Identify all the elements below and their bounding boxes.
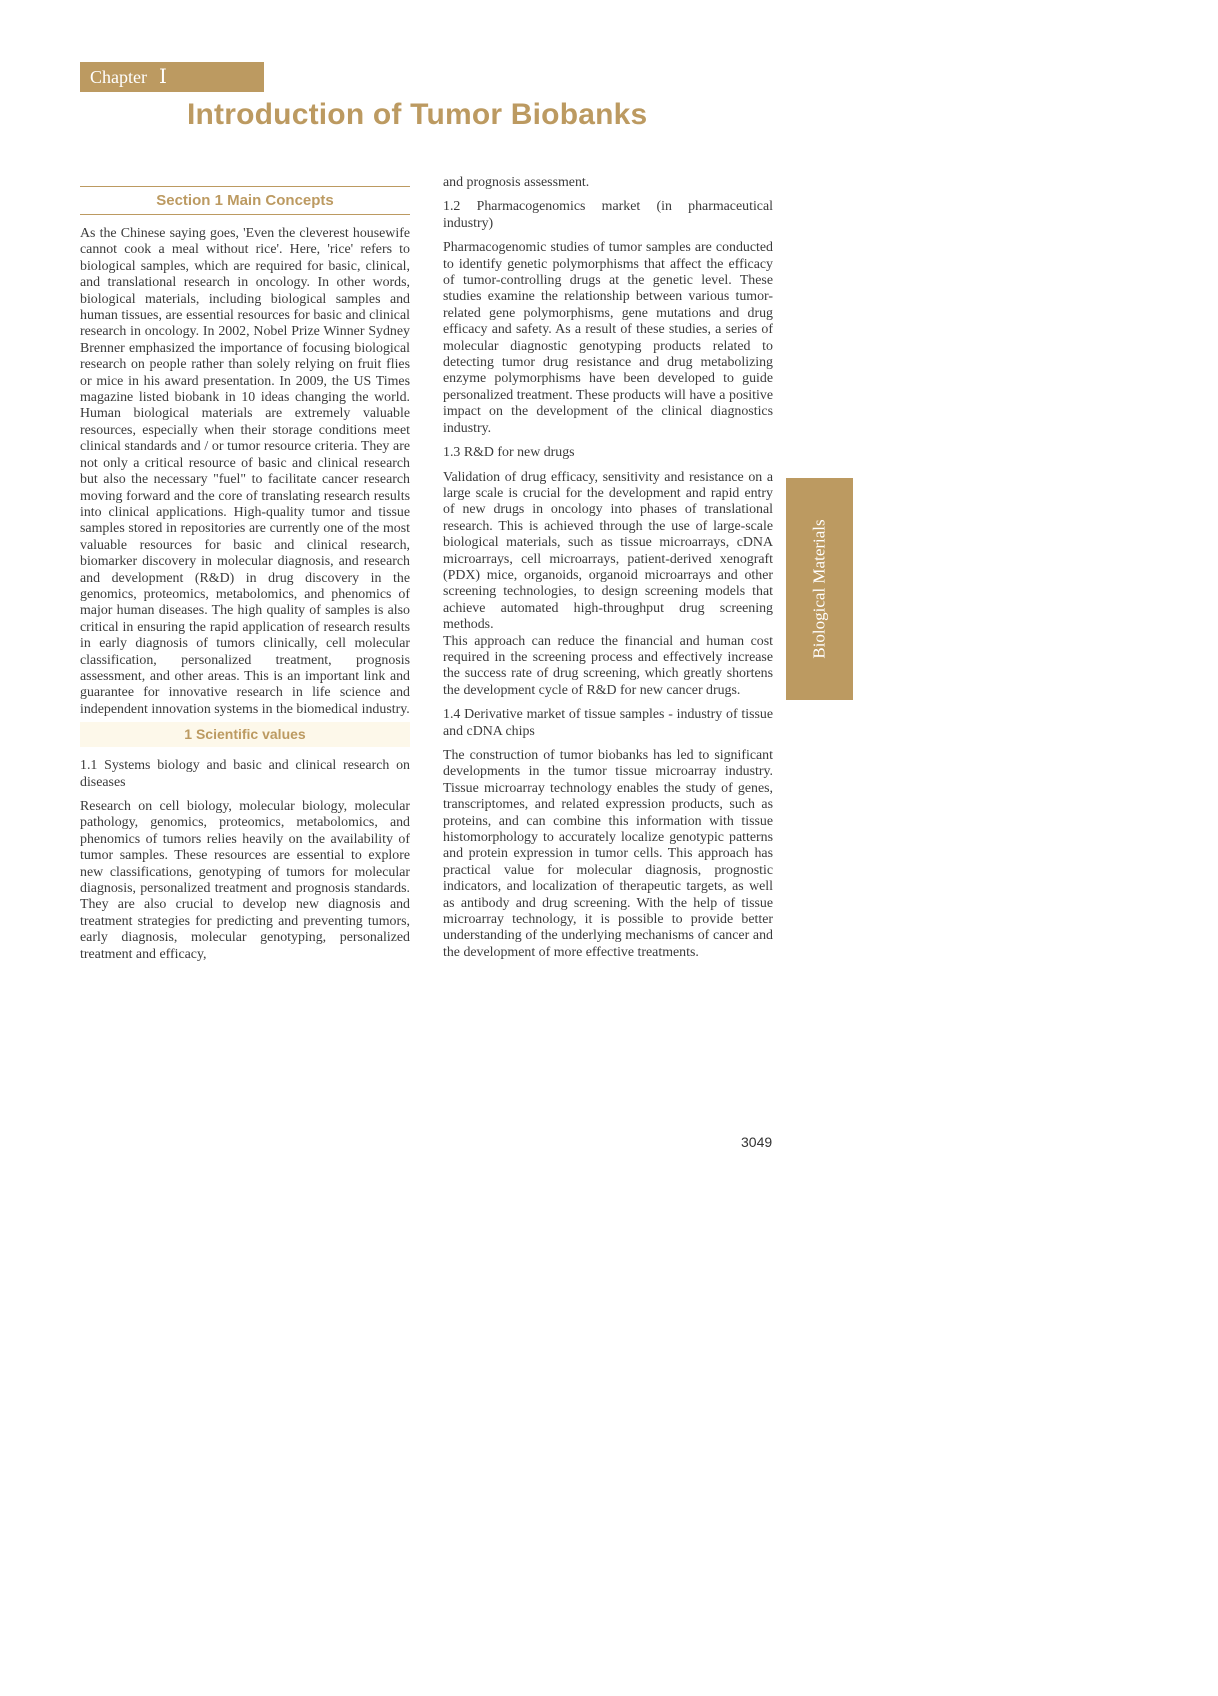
side-tab-label: Biological Materials: [809, 519, 829, 659]
heading-1-2: 1.2 Pharmacogenomics market (in pharmaceutical industry): [443, 199, 773, 231]
paragraph-1-1: Research on cell biology, molecular biology, molecular pathology, genomics, proteomics, metabolomics, and phenomics of tumors relies heavily on the availability of tumor samples. These resources are essential to explore new classifications, genotyping of tumors for molecular diagnosis, personalized treatment and prognosis standards. They are also crucial to develop new diagnosis and treatment strategies for predicting and preventing tumors, early diagnosis, molecular genotyping, personalized treatment and efficacy,: [80, 799, 410, 962]
chapter-tag: [80, 62, 264, 92]
left-column: [80, 186, 410, 971]
heading-1-1: 1.1 Systems biology and basic and clinical research on diseases: [80, 758, 410, 790]
subsection-heading: 1 Scientific values: [80, 722, 410, 747]
page-title: Introduction of Tumor Biobanks: [187, 98, 648, 131]
chapter-numeral: Ⅰ: [158, 66, 167, 88]
chapter-label: Chapter: [90, 67, 147, 87]
heading-1-4: 1.4 Derivative market of tissue samples - industry of tissue and cDNA chips: [443, 707, 773, 739]
heading-1-3: 1.3 R&D for new drugs: [443, 445, 575, 461]
page-number: 3049: [741, 1134, 773, 1150]
continuation-text: and prognosis assessment.: [443, 175, 590, 190]
paragraph-1-3b: This approach can reduce the financial and human cost required in the screening process and effectively increase the success rate of drug screening, which greatly shortens the development cycle of R&D for new cancer drugs.: [443, 633, 773, 698]
paragraph-1-4: The construction of tumor biobanks has led to significant developments in the tumor tissue microarray industry. Tissue microarray technology enables the study of genes, transcriptomes, and related expression products, such as proteins, and can combine this information with tissue histomorphology to accurately localize genotypic patterns and protein expression in tumor cells. This approach has practical value for molecular diagnosis, prognostic indicators, and localization of therapeutic targets, as well as antibody and drug screening. With the help of tissue microarray technology, it is possible to provide better understanding of the underlying mechanisms of cancer and the development of more effective treatments.: [443, 748, 773, 960]
side-tab: [786, 478, 853, 700]
intro-paragraph: As the Chinese saying goes, 'Even the cleverest housewife cannot cook a meal without rice'. Here, 'rice' refers to biological samples, which are required for basic, clinical, and translational research in oncology. In other words, biological materials, including biological samples and human tissues, are essential resources for basic and clinical research in oncology. In 2002, Nobel Prize Winner Sydney Brenner emphasized the importance of focusing biological research on people rather than solely relying on fruit flies or mice in his award presentation. In 2009, the US Times magazine listed biobank in 10 ideas changing the world. Human biological materials are extremely valuable resources, especially when their storage conditions meet clinical standards and / or tumor resource criteria. They are not only a critical resource of basic and clinical research but also the necessary "fuel" to facilitate cancer research moving forward and the core of translating research results into clinical applications. High-quality tumor and tissue samples stored in repositories are currently one of the most valuable resources for basic and clinical research, biomarker discovery in molecular diagnosis, and research and development (R&D) in drug discovery in the genomics, proteomics, metabolomics, and phenomics of major human diseases. The high quality of samples is also critical in ensuring the rapid application of research results in early diagnosis of tumors clinically, cell molecular classification, personalized treatment, prognosis assessment, and other areas. This is an important link and guarantee for innovative research in life science and independent innovation systems in the biomedical industry.: [80, 226, 410, 717]
paragraph-1-3a: Validation of drug efficacy, sensitivity and resistance on a large scale is crucial for the development and rapid entry of new drugs in oncology into phases of translational research. This is achieved through the use of large-scale biological materials, such as tissue microarrays, cDNA microarrays, cell microarrays, patient-derived xenograft (PDX) mice, organoids, organoid microarrays and other screening technologies, to design screening models that achieve automated high-throughput drug screening methods.: [443, 469, 773, 633]
section-heading: Section 1 Main Concepts: [80, 186, 410, 215]
right-column: [443, 175, 773, 969]
paragraph-1-2: Pharmacogenomic studies of tumor samples are conducted to identify genetic polymorphisms that affect the efficacy of tumor-controlling drugs at the genetic level. These studies examine the relationship between various tumor-related gene polymorphisms, gene mutations and drug efficacy and safety. As a result of these studies, a series of molecular diagnostic genotyping products related to detecting tumor drug resistance and drug metabolizing enzyme polymorphisms have been developed to guide personalized treatment. These products will have a positive impact on the development of the clinical diagnostics industry.: [443, 240, 773, 436]
